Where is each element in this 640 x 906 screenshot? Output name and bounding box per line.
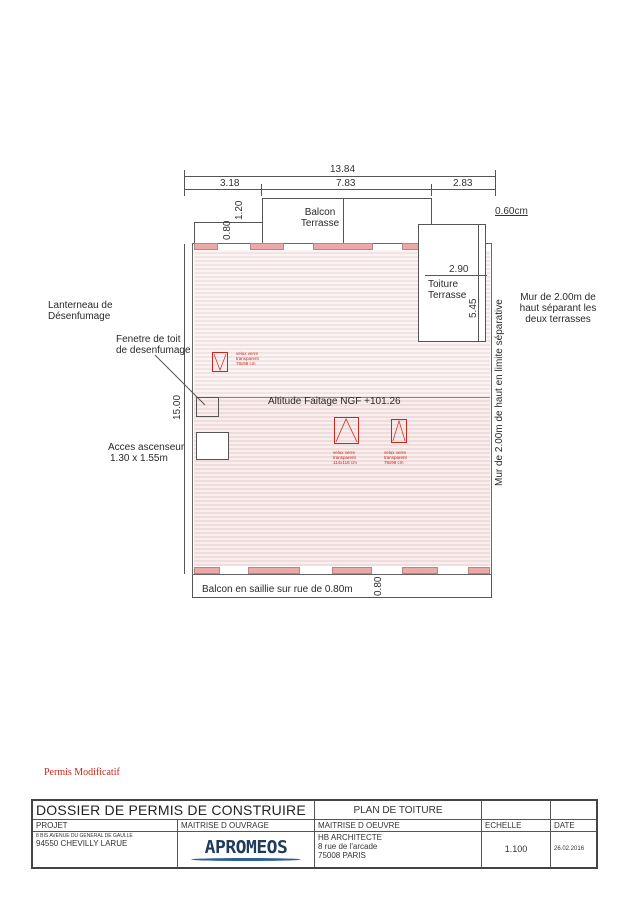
separating-wall-line (478, 224, 479, 342)
dim-left-segment: 3.18 (220, 178, 240, 189)
lanterneau-label: Lanterneau de Désenfumage (48, 300, 113, 322)
title-block (31, 799, 598, 869)
dim-right-segment: 2.83 (453, 178, 473, 189)
dim-balcony-depth: 1.20 (234, 200, 245, 220)
smoke-vent-hatch (196, 397, 219, 417)
header-maitrise-ouvrage: MAITRISE D OUVRAGE (178, 820, 315, 832)
dimension-line-total (184, 176, 496, 177)
empty-cell (551, 800, 598, 820)
acces-ascenseur-label: Acces ascenseur 1.30 x 1.55m (108, 442, 185, 464)
dim-total-width: 13.84 (330, 164, 356, 175)
dim-terrace-depth: 5.45 (468, 298, 479, 318)
parapet-segment (332, 567, 372, 574)
client-logo: APROMEOS (178, 832, 315, 868)
parapet-segment (250, 243, 284, 250)
parapet-segment (194, 243, 218, 250)
balcon-terrasse-label: Balcon Terrasse (300, 207, 340, 229)
velux-skylight-1 (212, 352, 228, 372)
dim-wall-thickness: 0.60cm (495, 206, 528, 217)
header-projet: PROJET (32, 820, 178, 832)
architect-address: HB ARCHITECTE 8 rue de l'arcade 75008 PARIS (315, 832, 482, 868)
header-maitrise-oeuvre: MAITRISE D OEUVRE (315, 820, 482, 832)
parapet-segment (248, 567, 300, 574)
empty-cell (482, 800, 551, 820)
dim-balcony-offset: 0.80 (222, 220, 233, 240)
dimension-tick (261, 184, 262, 196)
scale-value: 1.100 (482, 832, 551, 868)
header-date: DATE (551, 820, 598, 832)
velux-skylight-2 (334, 417, 359, 444)
balcon-saillie-label: Balcon en saillie sur rue de 0.80m (202, 584, 353, 595)
dimension-tick (184, 170, 185, 196)
dimension-tick (495, 170, 496, 196)
dossier-title: DOSSIER DE PERMIS DE CONSTRUIRE (32, 800, 315, 820)
dim-terrace-width: 2.90 (449, 264, 469, 275)
projet-address: 8 BIS AVENUE DU GENERAL DE GAULLE 94550 CHEVILLY LARUE (32, 832, 178, 868)
parapet-segment (313, 243, 373, 250)
velux-3-label: velux verre transparent 78x98 cm (384, 450, 407, 465)
velux-skylight-3 (391, 419, 407, 443)
dim-street-balcony: 0.80 (373, 576, 384, 596)
parapet-segment (194, 567, 220, 574)
permis-modificatif-stamp: Permis Modificatif (44, 767, 120, 778)
mur-separant-note: Mur de 2.00m de haut séparant les deux terrasses (519, 292, 597, 325)
sheet-title: PLAN DE TOITURE (315, 800, 482, 820)
balcon-terrasse-outline (262, 198, 432, 243)
parapet-segment (402, 567, 438, 574)
header-echelle: ECHELLE (482, 820, 551, 832)
mur-limite-separative-label: Mur de 2.00m de haut en limite séparative (494, 299, 505, 486)
terrasse-dimension-line (425, 275, 487, 276)
balcony-divider (343, 198, 344, 243)
date-value: 26.02.2016 (551, 832, 598, 868)
dim-total-height: 15.00 (172, 394, 183, 420)
elevator-access-box (196, 432, 229, 460)
toiture-terrasse-label: Toiture Terrasse (428, 279, 467, 301)
dimension-line-segments (184, 189, 496, 190)
dimension-tick (431, 184, 432, 196)
fenetre-desenfumage-label: Fenetre de toit de desenfumage (116, 334, 191, 356)
parapet-segment (468, 567, 490, 574)
velux-2-label: velux verre transparent 114x118 cm (333, 450, 357, 465)
velux-1-label: velux verre transparent 78x98 cm (236, 351, 259, 366)
altitude-label: Altitude Faitage NGF +101.26 (268, 396, 401, 407)
dim-middle-segment: 7.83 (336, 178, 356, 189)
